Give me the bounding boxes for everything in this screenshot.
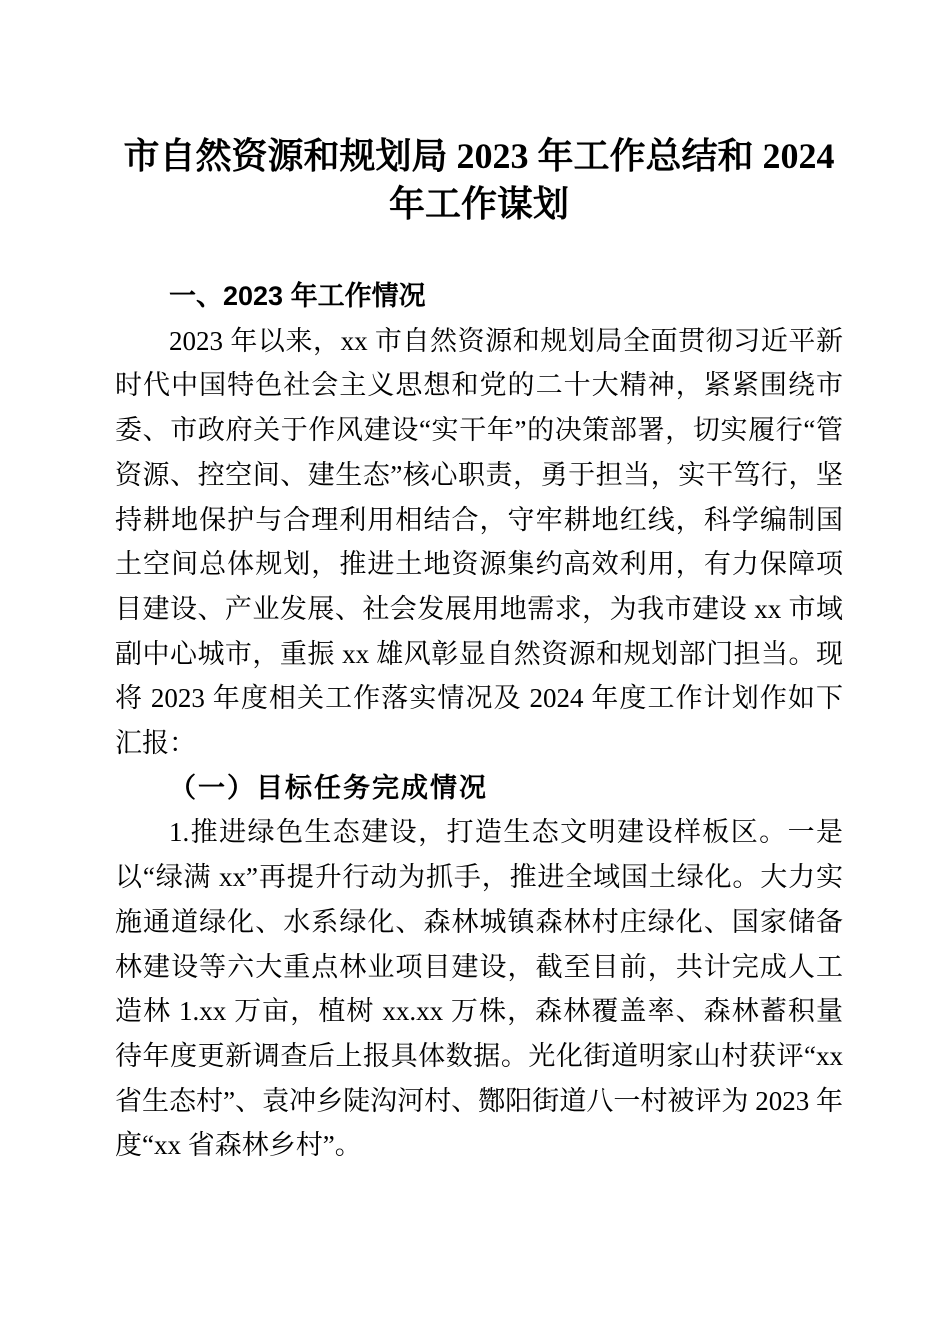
document-title (115, 132, 843, 228)
paragraph-green-ecology-construction: 1.推进绿色生态建设，打造生态文明建设样板区。一是以“绿满 xx”再提升行动为抓手，推进全域国土绿化。大力实施通道绿化、水系绿化、森林城镇森林村庄绿化、国家储备林建设等六大重点林业项目建设，截至目前，共计完成人工造林 1.xx 万亩，植树 xx.xx 万株，森林覆盖率、森林蓄积量待年度更新调查后上报具体数据。光化街道明家山村获评“xx 省生态村”、袁冲乡陡沟河村、酂阳街道八一村被评为 2023 年度“xx 省森林乡村”。 (115, 817, 843, 1161)
document-title-line-1: 市自然资源和规划局 2023 年工作总结和 2024 (123, 136, 835, 176)
document-title-line-2: 年工作谋划 (388, 184, 569, 224)
subsection-heading-target-task-completion: （一）目标任务完成情况 (169, 772, 488, 803)
section-heading-2023-work-overview: 一、2023 年工作情况 (169, 281, 426, 311)
paragraph-2023-work-summary: 2023 年以来，xx 市自然资源和规划局全面贯彻习近平新时代中国特色社会主义思想和党的二十大精神，紧紧围绕市委、市政府关于作风建设“实干年”的决策部署，切实履行“管资源、控空间、建生态”核心职责，勇于担当，实干笃行，坚持耕地保护与合理利用相结合，守牢耕地红线，科学编制国土空间总体规划，推进土地资源集约高效利用，有力保障项目建设、产业发展、社会发展用地需求，为我市建设 xx 市域副中心城市，重振 xx 雄风彰显自然资源和规划部门担当。现将 2023 年度相关工作落实情况及 2024 年度工作计划作如下汇报： (115, 325, 843, 759)
